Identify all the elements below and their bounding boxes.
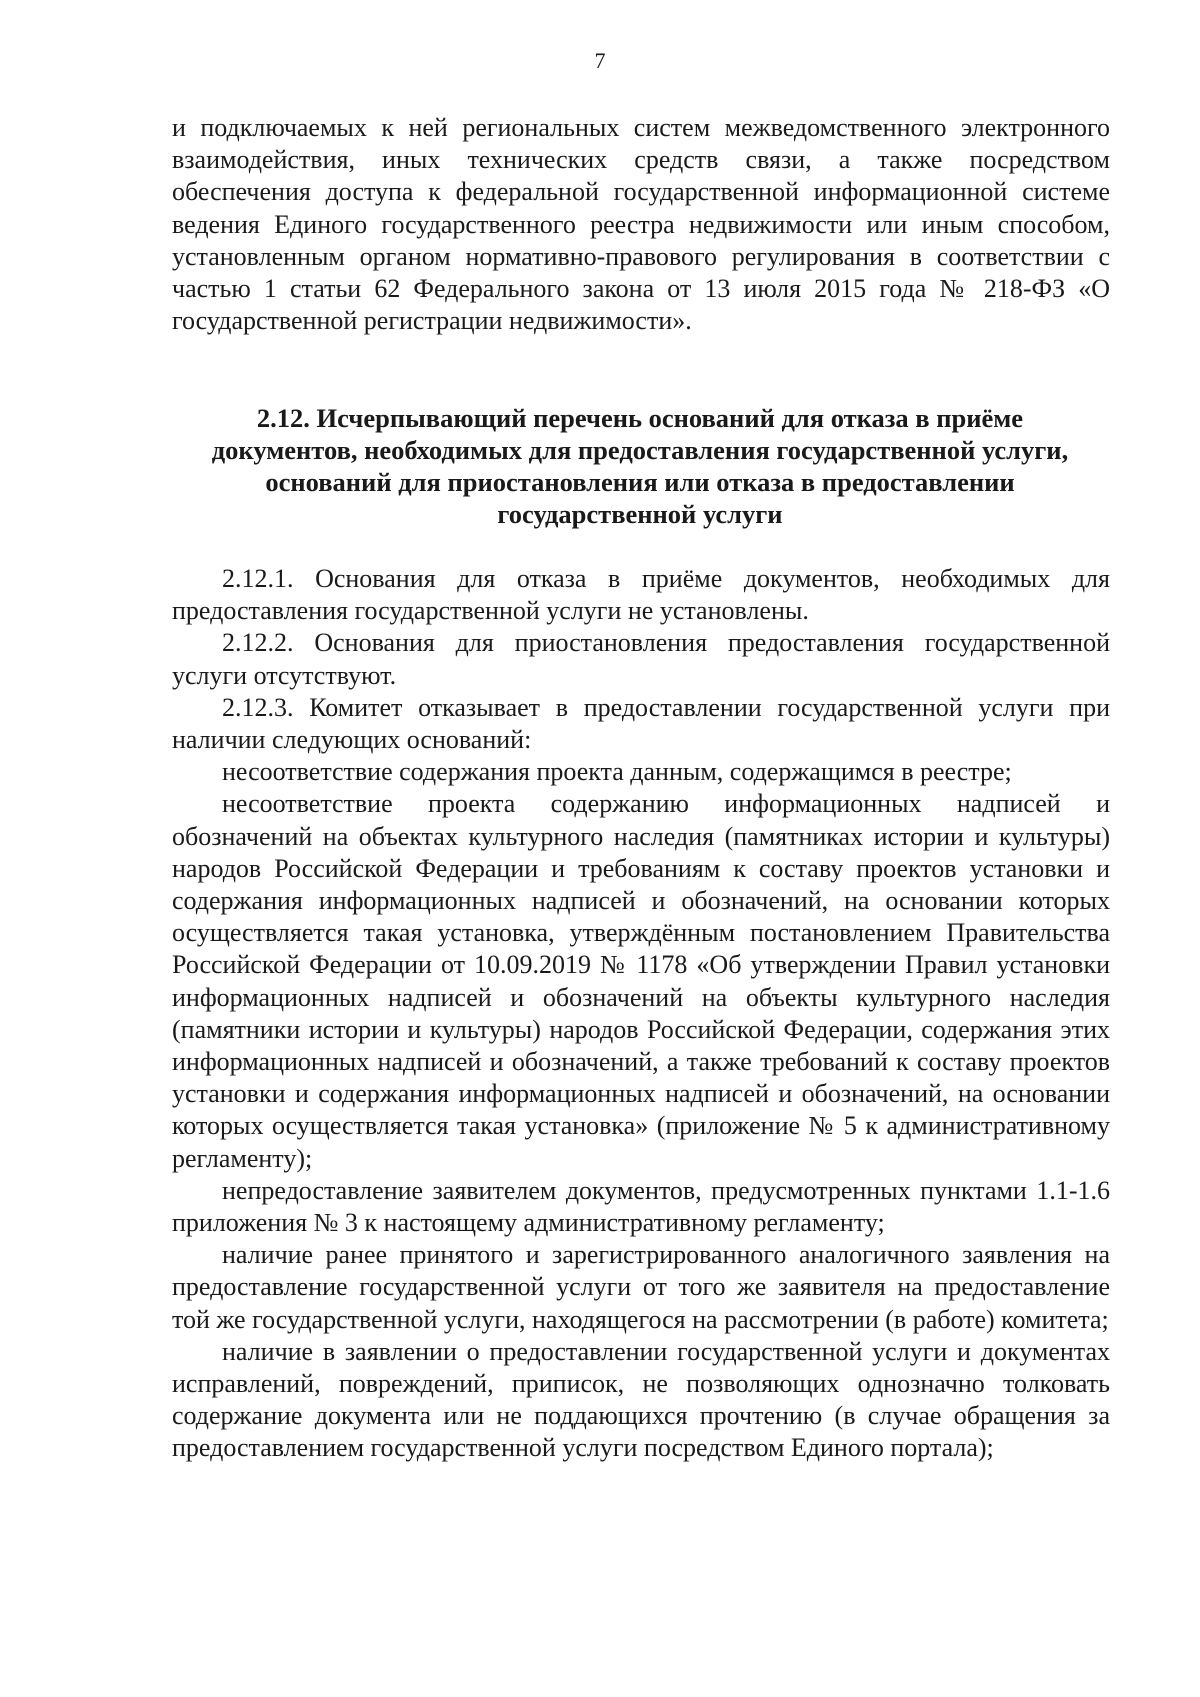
page-number: 7: [594, 48, 606, 73]
paragraph-2-12-2: 2.12.2. Основания для приостановления предоставления государственной услуги отсутствуют.: [172, 628, 1110, 690]
section-heading-line-1: 2.12. Исчерпывающий перечень оснований для отказа в приёме: [256, 403, 1024, 433]
section-heading-line-2: документов, необходимых для предоставления государственной услуги,: [211, 435, 1069, 465]
section-heading-line-4: государственной услуги: [497, 499, 783, 529]
refusal-ground-registry-mismatch: несоответствие содержания проекта данным, содержащимся в реестре;: [222, 757, 1012, 787]
refusal-ground-project-mismatch: несоответствие проекта содержанию информационных надписей и обозначений на объектах культурного наследия (памятниках истории и культуры) народов Российской Федерации и требованиям к составу проектов установки и содержания информационных надписей и обозначений, на основании которых осуществляется такая установка, утверждённым постановлением Правительства Российской Федерации от 10.09.2019 № 1178 «Об утверждении Правил установки информационных надписей и обозначений на объекты культурного наследия (памятники истории и культуры) народов Российской Федерации, содержания этих информационных надписей и обозначений, а также требований к составу проектов установки и содержания информационных надписей и обозначений, на основании которых осуществляется такая установка» (приложение № 5 к административному регламенту);: [172, 789, 1110, 1173]
refusal-ground-missing-documents: непредоставление заявителем документов, предусмотренных пунктами 1.1-1.6 приложения № 3 к настоящему административному регламенту;: [172, 1175, 1110, 1238]
intro-text-block: [172, 112, 1110, 337]
section-heading: [150, 402, 1130, 530]
intro-paragraph: и подключаемых к ней региональных систем межведомственного электронного взаимодействия, иных технических средств связи, а также посредством обеспечения доступа к федеральной государственной информационной системе ведения Единого государственного реестра недвижимости или иным способом, установленным органом нормативно-правового регулирования в соответствии с частью 1 статьи 62 Федерального закона от 13 июля 2015 года № 218-ФЗ «О государственной регистрации недвижимости».: [172, 113, 1110, 336]
section-heading-line-3: оснований для приостановления или отказа в предоставлении: [265, 467, 1015, 497]
paragraph-2-12-3: 2.12.3. Комитет отказывает в предоставлении государственной услуги при наличии следующих оснований:: [172, 692, 1110, 755]
paragraph-2-12-1: 2.12.1. Основания для отказа в приёме документов, необходимых для предоставления государственной услуги не установлены.: [172, 564, 1110, 626]
refusal-ground-corrections: наличие в заявлении о предоставлении государственной услуги и документах исправлений, повреждений, приписок, не позволяющих однозначно толковать содержание документа или не поддающихся прочтению (в случае обращения за предоставлением государственной услуги посредством Единого портала);: [172, 1336, 1110, 1463]
refusal-ground-duplicate-application: наличие ранее принятого и зарегистрированного аналогичного заявления на предоставление государственной услуги от того же заявителя на предоставление той же государственной услуги, находящегося на рассмотрении (в работе) комитета;: [172, 1240, 1110, 1334]
section-body: [172, 563, 1110, 1465]
